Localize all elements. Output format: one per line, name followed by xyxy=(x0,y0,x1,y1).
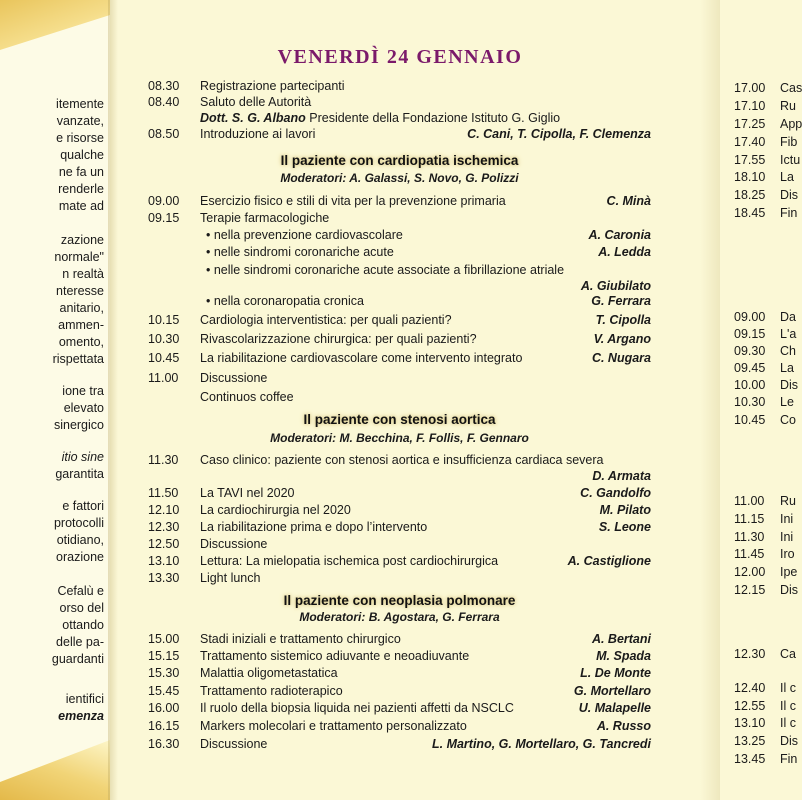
speaker-name: A. Caronia xyxy=(588,228,651,242)
session-title-fragment: Ictu xyxy=(780,153,801,167)
speaker-name: V. Argano xyxy=(593,332,651,346)
time-slot: 13.10 xyxy=(148,554,180,568)
time-slot: 16.15 xyxy=(148,719,180,733)
left-text-line: ne fa un xyxy=(58,165,104,179)
time-slot: 11.15 xyxy=(734,512,765,526)
time-slot: 17.25 xyxy=(734,117,766,131)
speaker-name: L. De Monte xyxy=(580,666,651,680)
session-title-fragment: Ini xyxy=(780,512,794,526)
time-slot: 18.45 xyxy=(734,206,766,220)
time-slot: 09.45 xyxy=(734,361,766,375)
time-slot: 13.25 xyxy=(734,734,766,748)
time-slot: 09.15 xyxy=(734,327,766,341)
time-slot: 17.10 xyxy=(734,99,766,113)
left-text-line: ammen- xyxy=(58,318,104,332)
time-slot: 08.40 xyxy=(148,95,180,109)
session-title: Trattamento sistemico adiuvante e neoadiuvante xyxy=(200,649,470,663)
time-slot: 09.30 xyxy=(734,344,766,358)
time-slot: 18.25 xyxy=(734,188,766,202)
left-text-line: ientifici xyxy=(65,692,104,706)
left-text-line: anitario, xyxy=(59,301,104,315)
right-schedule-row xyxy=(734,377,798,393)
time-slot: 15.45 xyxy=(148,684,180,698)
time-slot: 12.15 xyxy=(734,583,766,597)
left-text-line: omento, xyxy=(58,335,104,349)
session-title-fragment: Ca xyxy=(780,647,796,661)
session-title-fragment: Il c xyxy=(780,681,796,695)
time-slot: 12.55 xyxy=(734,699,766,713)
time-slot: 09.15 xyxy=(148,211,180,225)
session-title: La cardiochirurgia nel 2020 xyxy=(200,503,351,517)
left-text-line: e fattori xyxy=(62,499,104,513)
right-schedule-row xyxy=(734,134,797,150)
left-text-line: itemente xyxy=(56,97,104,111)
left-text-line: qualche xyxy=(60,148,104,162)
authority-name: Dott. S. G. Albano xyxy=(200,111,306,125)
session-title-fragment: Dis xyxy=(780,583,799,597)
time-slot: 12.40 xyxy=(734,681,766,695)
time-slot: 13.30 xyxy=(148,571,180,585)
session-title-fragment: La xyxy=(780,170,794,184)
right-schedule-row xyxy=(734,169,794,185)
right-schedule-row xyxy=(734,751,797,767)
session-title-fragment: Le xyxy=(780,395,794,409)
right-schedule-row xyxy=(734,698,796,714)
session-title: Light lunch xyxy=(200,571,261,585)
time-slot: 17.40 xyxy=(734,135,766,149)
time-slot: 10.45 xyxy=(148,351,180,365)
left-text-line: otidiano, xyxy=(56,533,104,547)
right-schedule-row xyxy=(734,715,796,731)
right-schedule-row xyxy=(734,326,796,342)
right-schedule-row xyxy=(734,98,796,114)
session-title: • nella prevenzione cardiovascolare xyxy=(206,228,403,242)
right-schedule-row xyxy=(734,80,802,96)
speaker-name: S. Leone xyxy=(598,520,651,534)
session-title-fragment: Co xyxy=(780,413,796,427)
right-schedule-row xyxy=(734,309,796,325)
time-slot: 08.30 xyxy=(148,79,180,93)
session-title-fragment: App xyxy=(780,117,802,131)
right-schedule-row xyxy=(734,564,797,580)
left-text-line: n realtà xyxy=(62,267,104,281)
session-title: Trattamento radioterapico xyxy=(200,684,343,698)
speaker-name: T. Cipolla xyxy=(595,313,651,327)
left-text-line: delle pa- xyxy=(56,635,104,649)
left-page-fragment xyxy=(0,0,110,800)
session-title: Caso clinico: paziente con stenosi aortica e insufficienza cardiaca severa xyxy=(200,453,604,467)
session-title-fragment: Ru xyxy=(780,494,796,508)
speaker-name: C. Gandolfo xyxy=(580,486,651,500)
session-title: Cardiologia interventistica: per quali pazienti? xyxy=(200,313,452,327)
moderators: Moderatori: A. Galassi, S. Novo, G. Polizzi xyxy=(280,171,519,185)
fold-shadow-right xyxy=(700,0,720,800)
speaker-name: G. Mortellaro xyxy=(573,684,651,698)
time-slot: 15.30 xyxy=(148,666,180,680)
time-slot: 11.30 xyxy=(734,530,765,544)
time-slot: 09.00 xyxy=(734,310,766,324)
left-text-line: renderle xyxy=(58,182,104,196)
session-title-fragment: Iro xyxy=(780,547,795,561)
session-title: Lettura: La mielopatia ischemica post cardiochirurgica xyxy=(200,554,499,568)
right-schedule-row xyxy=(734,152,800,168)
session-title-fragment: Dis xyxy=(780,188,799,202)
section-heading: Il paziente con neoplasia polmonare xyxy=(283,593,516,608)
left-text-line: ottando xyxy=(62,618,104,632)
session-title: Registrazione partecipanti xyxy=(200,79,345,93)
right-schedule-row xyxy=(734,343,796,359)
left-text-line: orso del xyxy=(59,601,104,615)
day-title: VENERDÌ 24 GENNAIO xyxy=(277,46,523,68)
left-text-line: nteresse xyxy=(56,284,104,298)
time-slot: 09.00 xyxy=(148,194,180,208)
right-schedule-row xyxy=(734,205,797,221)
left-text-line: emenza xyxy=(58,709,104,723)
session-title: La riabilitazione prima e dopo l’intervento xyxy=(200,520,428,534)
right-schedule-row xyxy=(734,511,793,527)
session-description: Dott. S. G. Albano Presidente della Fondazione Istituto G. Giglio xyxy=(200,111,561,125)
time-slot: 13.45 xyxy=(734,752,766,766)
speaker-name: L. Martino, G. Mortellaro, G. Tancredi xyxy=(431,737,651,751)
left-text-line: zazione xyxy=(60,233,104,247)
time-slot: 12.00 xyxy=(734,565,766,579)
left-text-line: ione tra xyxy=(62,384,104,398)
right-schedule-row xyxy=(734,187,798,203)
session-title-fragment: Ini xyxy=(780,530,794,544)
time-slot: 15.00 xyxy=(148,632,180,646)
time-slot: 11.45 xyxy=(734,547,765,561)
speaker-name: C. Cani, T. Cipolla, F. Clemenza xyxy=(467,127,651,141)
time-slot: 11.00 xyxy=(148,371,179,385)
session-title: Stadi iniziali e trattamento chirurgico xyxy=(200,632,401,646)
session-title-fragment: Ch xyxy=(780,344,796,358)
time-slot: 11.50 xyxy=(148,486,179,500)
session-title-fragment: Dis xyxy=(780,378,799,392)
right-schedule-row xyxy=(734,582,798,598)
left-text-line: mate ad xyxy=(58,199,104,213)
time-slot: 10.15 xyxy=(148,313,180,327)
right-schedule-row xyxy=(734,493,796,509)
time-slot: 15.15 xyxy=(148,649,180,663)
session-title-fragment: Cas xyxy=(780,81,802,95)
time-slot: 17.00 xyxy=(734,81,766,95)
session-title-fragment: L'a xyxy=(780,327,797,341)
time-slot: 10.00 xyxy=(734,378,766,392)
speaker-name: C. Nugara xyxy=(591,351,651,365)
session-title: Discussione xyxy=(200,537,268,551)
speaker-name: A. Castiglione xyxy=(567,554,651,568)
session-title-fragment: Il c xyxy=(780,699,796,713)
session-title-fragment: Fin xyxy=(780,752,798,766)
session-title: Discussione xyxy=(200,371,268,385)
session-title-fragment: Il c xyxy=(780,716,796,730)
session-title: La TAVI nel 2020 xyxy=(200,486,295,500)
left-text-line: orazione xyxy=(56,550,104,564)
time-slot: 10.30 xyxy=(734,395,766,409)
time-slot: 12.10 xyxy=(148,503,180,517)
right-page-fragment xyxy=(720,0,800,800)
session-title: Introduzione ai lavori xyxy=(200,127,316,141)
session-title: La riabilitazione cardiovascolare come intervento integrato xyxy=(200,351,523,365)
right-schedule-row xyxy=(734,360,794,376)
time-slot: 12.30 xyxy=(148,520,180,534)
session-title: Markers molecolari e trattamento personalizzato xyxy=(200,719,467,733)
time-slot: 10.30 xyxy=(148,332,180,346)
moderators: Moderatori: B. Agostara, G. Ferrara xyxy=(299,610,500,624)
session-title: Rivascolarizzazione chirurgica: per quali pazienti? xyxy=(200,332,477,346)
session-title-fragment: Da xyxy=(780,310,796,324)
gold-decoration-bottom xyxy=(0,740,110,800)
session-title: Esercizio fisico e stili di vita per la prevenzione primaria xyxy=(200,194,506,208)
speaker-name: U. Malapelle xyxy=(578,701,651,715)
speaker-name: A. Russo xyxy=(596,719,651,733)
left-text-line: e risorse xyxy=(56,131,104,145)
right-schedule-row xyxy=(734,394,794,410)
session-title-fragment: Fin xyxy=(780,206,798,220)
right-schedule-row xyxy=(734,680,796,696)
left-text-line: itio sine xyxy=(61,450,104,464)
left-text-line: rispettata xyxy=(52,352,104,366)
section-heading: Il paziente con stenosi aortica xyxy=(303,412,496,427)
gold-decoration-top xyxy=(0,0,110,50)
speaker-name: M. Pilato xyxy=(599,503,651,517)
session-title: Il ruolo della biopsia liquida nei pazienti affetti da NSCLC xyxy=(200,701,514,715)
speaker-name: A. Ledda xyxy=(598,245,651,259)
right-schedule-row xyxy=(734,412,796,428)
time-slot: 16.30 xyxy=(148,737,180,751)
right-schedule-row xyxy=(734,733,798,749)
right-schedule-row xyxy=(734,646,796,662)
left-text-line: Cefalù e xyxy=(57,584,104,598)
time-slot: 12.30 xyxy=(734,647,766,661)
session-title-fragment: Ipe xyxy=(780,565,798,579)
session-title: Discussione xyxy=(200,737,268,751)
session-title: • nelle sindromi coronariche acute xyxy=(206,245,394,259)
left-text-line: vanzate, xyxy=(56,114,104,128)
time-slot: 17.55 xyxy=(734,153,766,167)
session-title: Saluto delle Autorità xyxy=(200,95,312,109)
session-title-fragment: La xyxy=(780,361,794,375)
time-slot: 11.30 xyxy=(148,453,179,467)
session-title-fragment: Fib xyxy=(780,135,798,149)
time-slot: 16.00 xyxy=(148,701,180,715)
time-slot: 08.50 xyxy=(148,127,180,141)
section-heading: Il paziente con cardiopatia ischemica xyxy=(280,153,519,168)
speaker-name: M. Spada xyxy=(596,649,651,663)
session-title: • nella coronaropatia cronica xyxy=(206,294,364,308)
moderators: Moderatori: M. Becchina, F. Follis, F. Gennaro xyxy=(270,431,529,445)
time-slot: 12.50 xyxy=(148,537,180,551)
session-title: Continuos coffee xyxy=(200,390,294,404)
left-text-line: normale" xyxy=(54,250,104,264)
speaker-name: C. Minà xyxy=(606,194,651,208)
speaker-name: A. Giubilato xyxy=(580,279,651,293)
session-title: Malattia oligometastatica xyxy=(200,666,338,680)
speaker-name: A. Bertani xyxy=(591,632,651,646)
right-schedule-row xyxy=(734,116,802,132)
left-text-line: guardanti xyxy=(51,652,104,666)
left-text-line: elevato xyxy=(63,401,104,415)
speaker-name: D. Armata xyxy=(592,469,651,483)
left-text-line: protocolli xyxy=(53,516,104,530)
time-slot: 13.10 xyxy=(734,716,766,730)
session-title: • nelle sindromi coronariche acute associate a fibrillazione atriale xyxy=(206,263,565,277)
right-schedule-row xyxy=(734,529,793,545)
left-text-line: sinergico xyxy=(53,418,104,432)
session-title-fragment: Dis xyxy=(780,734,799,748)
speaker-name: G. Ferrara xyxy=(591,294,651,308)
time-slot: 18.10 xyxy=(734,170,766,184)
time-slot: 10.45 xyxy=(734,413,766,427)
session-title-fragment: Ru xyxy=(780,99,796,113)
right-schedule-row xyxy=(734,546,795,562)
time-slot: 11.00 xyxy=(734,494,765,508)
left-text-line: garantita xyxy=(55,467,104,481)
session-title: Terapie farmacologiche xyxy=(200,211,330,225)
fold-shadow xyxy=(108,0,118,800)
